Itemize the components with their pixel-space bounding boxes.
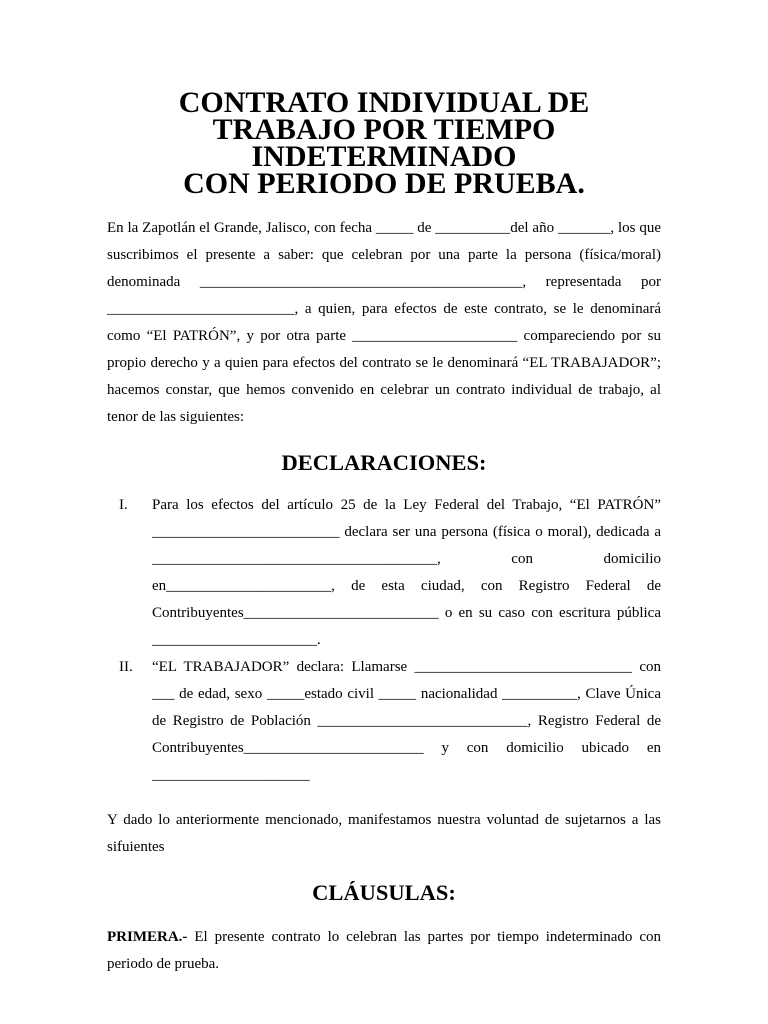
document-page xyxy=(107,86,661,978)
clauses-heading: CLÁUSULAS: xyxy=(312,880,456,905)
intro-paragraph: En la Zapotlán el Grande, Jalisco, con fecha _____ de __________del año _______, los que suscribimos el presente a saber: que celebran por una parte la persona (física/moral) denominada ___________________________________________, representada por _________________________, a quien, para efectos de este contrato, se le denominará como “El PATRÓN”, y por otra parte ______________________ compareciendo por su propio derecho y a quien para efectos del contrato se le denominará “EL TRABAJADOR”; hacemos constar, que hemos convenido en celebrar un contrato individual de trabajo, al tenor de las siguientes: xyxy=(107,220,661,425)
declaration-item-1 xyxy=(107,492,661,654)
closing-paragraph: Y dado lo anteriormente mencionado, manifestamos nuestra voluntad de sujetarnos a las sifuientes xyxy=(107,812,661,855)
declaration-item-2 xyxy=(107,654,661,789)
title-line-1: CONTRATO INDIVIDUAL DE TRABAJO POR TIEMPO INDETERMINADO xyxy=(178,86,590,173)
clause-first-label: PRIMERA.- xyxy=(107,929,188,945)
clause-first-text: El presente contrato lo celebran las partes por tiempo indeterminado con periodo de prueba. xyxy=(107,929,661,972)
declaration-text: “EL TRABAJADOR” declara: Llamarse _____________________________ con ___ de edad, sexo _____estado civil _____ nacionalidad __________, Clave Única de Registro de Población ____________________________, Registro Federal de Contribuyentes________________________ y con domicilio ubicado en _____________________ xyxy=(152,659,661,783)
document-title xyxy=(107,86,661,200)
title-line-2: CON PERIODO DE PRUEBA. xyxy=(183,167,585,200)
declarations-heading: DECLARACIONES: xyxy=(281,450,487,475)
clause-first xyxy=(107,924,661,978)
declaration-number: II. xyxy=(119,659,133,675)
declaration-text: Para los efectos del artículo 25 de la Ley Federal del Trabajo, “El PATRÓN” _________________________ declara ser una persona (física o moral), dedicada a ______________________________________, con domicilio en______________________, de esta ciudad, con Registro Federal de Contribuyentes__________________________ o en su caso con escritura pública ______________________. xyxy=(152,497,661,648)
declarations-list xyxy=(107,492,661,789)
declaration-number: I. xyxy=(119,497,128,513)
